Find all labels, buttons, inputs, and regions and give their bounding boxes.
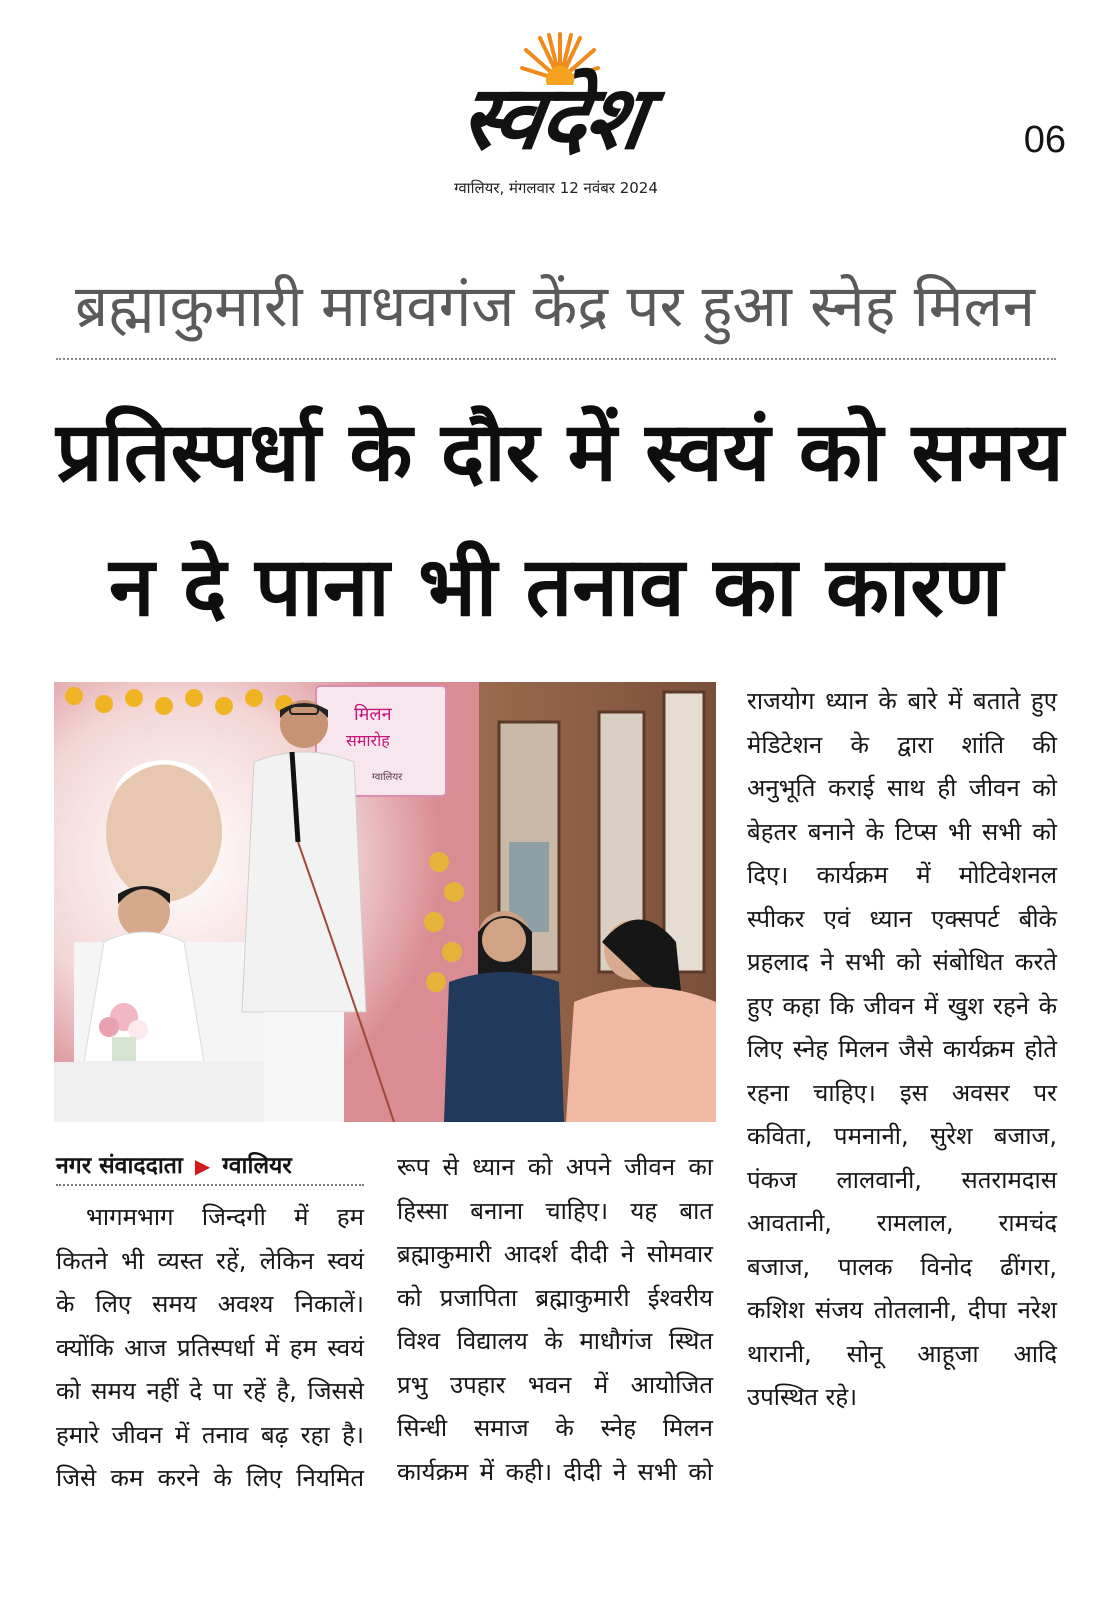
- byline-city: ग्वालियर: [222, 1153, 292, 1179]
- text-line: उपस्थित रहे।: [747, 1383, 858, 1411]
- text-line: ब्रह्माकुमारी आदर्श दीदी ने सोमवार: [397, 1240, 713, 1268]
- text-line: के लिए समय अवश्य निकालें।: [56, 1290, 364, 1318]
- text-line: थारानी, सोनू आहूजा आदि: [747, 1339, 1057, 1368]
- text-line: स्पीकर एवं ध्यान एक्सपर्ट बीके: [747, 904, 1057, 933]
- text-line: अनुभूति कराई साथ ही जीवन को: [747, 774, 1057, 802]
- newspaper-logo: [380, 30, 725, 170]
- text-line: हमारे जीवन में तनाव बढ़ रहा है।: [56, 1420, 364, 1449]
- text-line: आवतानी, रामलाल, रामचंद: [747, 1209, 1057, 1237]
- text-line: कविता, पमनानी, सुरेश बजाज,: [747, 1122, 1057, 1150]
- text-line: लिए स्नेह मिलन जैसे कार्यक्रम होते: [747, 1035, 1057, 1063]
- page-number: 06: [1023, 119, 1066, 161]
- text-line: प्रभु उपहार भवन में आयोजित: [397, 1370, 713, 1399]
- banner-text: समारोह: [346, 731, 390, 750]
- headline-line: प्रतिस्पर्धा के दौर में स्वयं को समय: [56, 405, 1064, 500]
- main-headline: [56, 385, 1064, 655]
- text-line: हुए कहा कि जीवन में खुश रहने के: [747, 991, 1057, 1020]
- logo-wordmark: स्वदेश: [454, 66, 651, 169]
- kicker-divider: [56, 358, 1056, 360]
- text-line: कशिश संजय तोतलानी, दीपा नरेश: [747, 1296, 1057, 1324]
- text-line: राजयोग ध्यान के बारे में बताते हुए: [747, 687, 1057, 715]
- banner-text: मिलन: [354, 704, 392, 725]
- text-line: बजाज, पालक विनोद ढींगरा,: [747, 1252, 1057, 1281]
- kicker-headline: ब्रह्माकुमारी माधवगंज केंद्र पर हुआ स्नेह मिलन: [75, 272, 1035, 340]
- article-column-1: [56, 1196, 364, 1501]
- byline-arrow-icon: ▶: [194, 1154, 211, 1178]
- article-column-3: [747, 680, 1057, 1420]
- article-column-2: [397, 1146, 713, 1494]
- text-line: दिए। कार्यक्रम में मोटिवेशनल: [747, 861, 1057, 889]
- text-line: को प्रजापिता ब्रह्माकुमारी ईश्वरीय: [397, 1283, 713, 1312]
- byline: [56, 1146, 364, 1186]
- text-line: मेडिटेशन के द्वारा शांति की: [747, 730, 1057, 759]
- text-line: सिन्धी समाज के स्नेह मिलन: [397, 1414, 713, 1442]
- text-line: क्योंकि आज प्रतिस्पर्धा में हम स्वयं: [56, 1333, 364, 1362]
- event-photo: [54, 682, 716, 1122]
- text-line: बेहतर बनाने के टिप्स भी सभी को: [747, 817, 1057, 846]
- text-line: जिसे कम करने के लिए नियमित: [56, 1464, 364, 1492]
- text-line: विश्व विद्यालय के माधौगंज स्थित: [397, 1327, 713, 1355]
- text-line: रहना चाहिए। इस अवसर पर: [747, 1078, 1057, 1107]
- banner-text: ग्वालियर: [372, 772, 403, 783]
- text-line: रूप से ध्यान को अपने जीवन का: [397, 1153, 713, 1181]
- text-line: प्रहलाद ने सभी को संबोधित करते: [747, 948, 1057, 976]
- text-line: हिस्सा बनाना चाहिए। यह बात: [397, 1196, 713, 1225]
- dateline: ग्वालियर, मंगलवार 12 नवंबर 2024: [454, 179, 658, 197]
- text-line: कार्यक्रम में कही। दीदी ने सभी को: [397, 1457, 713, 1486]
- byline-divider: [56, 1184, 364, 1186]
- masthead: [0, 0, 1112, 215]
- byline-reporter: नगर संवाददाता: [56, 1153, 183, 1179]
- text-line: पंकज लालवानी, सतरामदास: [747, 1165, 1057, 1194]
- headline-line: न दे पाना भी तनाव का कारण: [108, 540, 1004, 635]
- text-line: को समय नहीं दे पा रहें है, जिससे: [56, 1377, 364, 1405]
- text-line: भागमभाग जिन्दगी में हम: [86, 1203, 364, 1231]
- text-line: कितने भी व्यस्त रहें, लेकिन स्वयं: [56, 1246, 364, 1275]
